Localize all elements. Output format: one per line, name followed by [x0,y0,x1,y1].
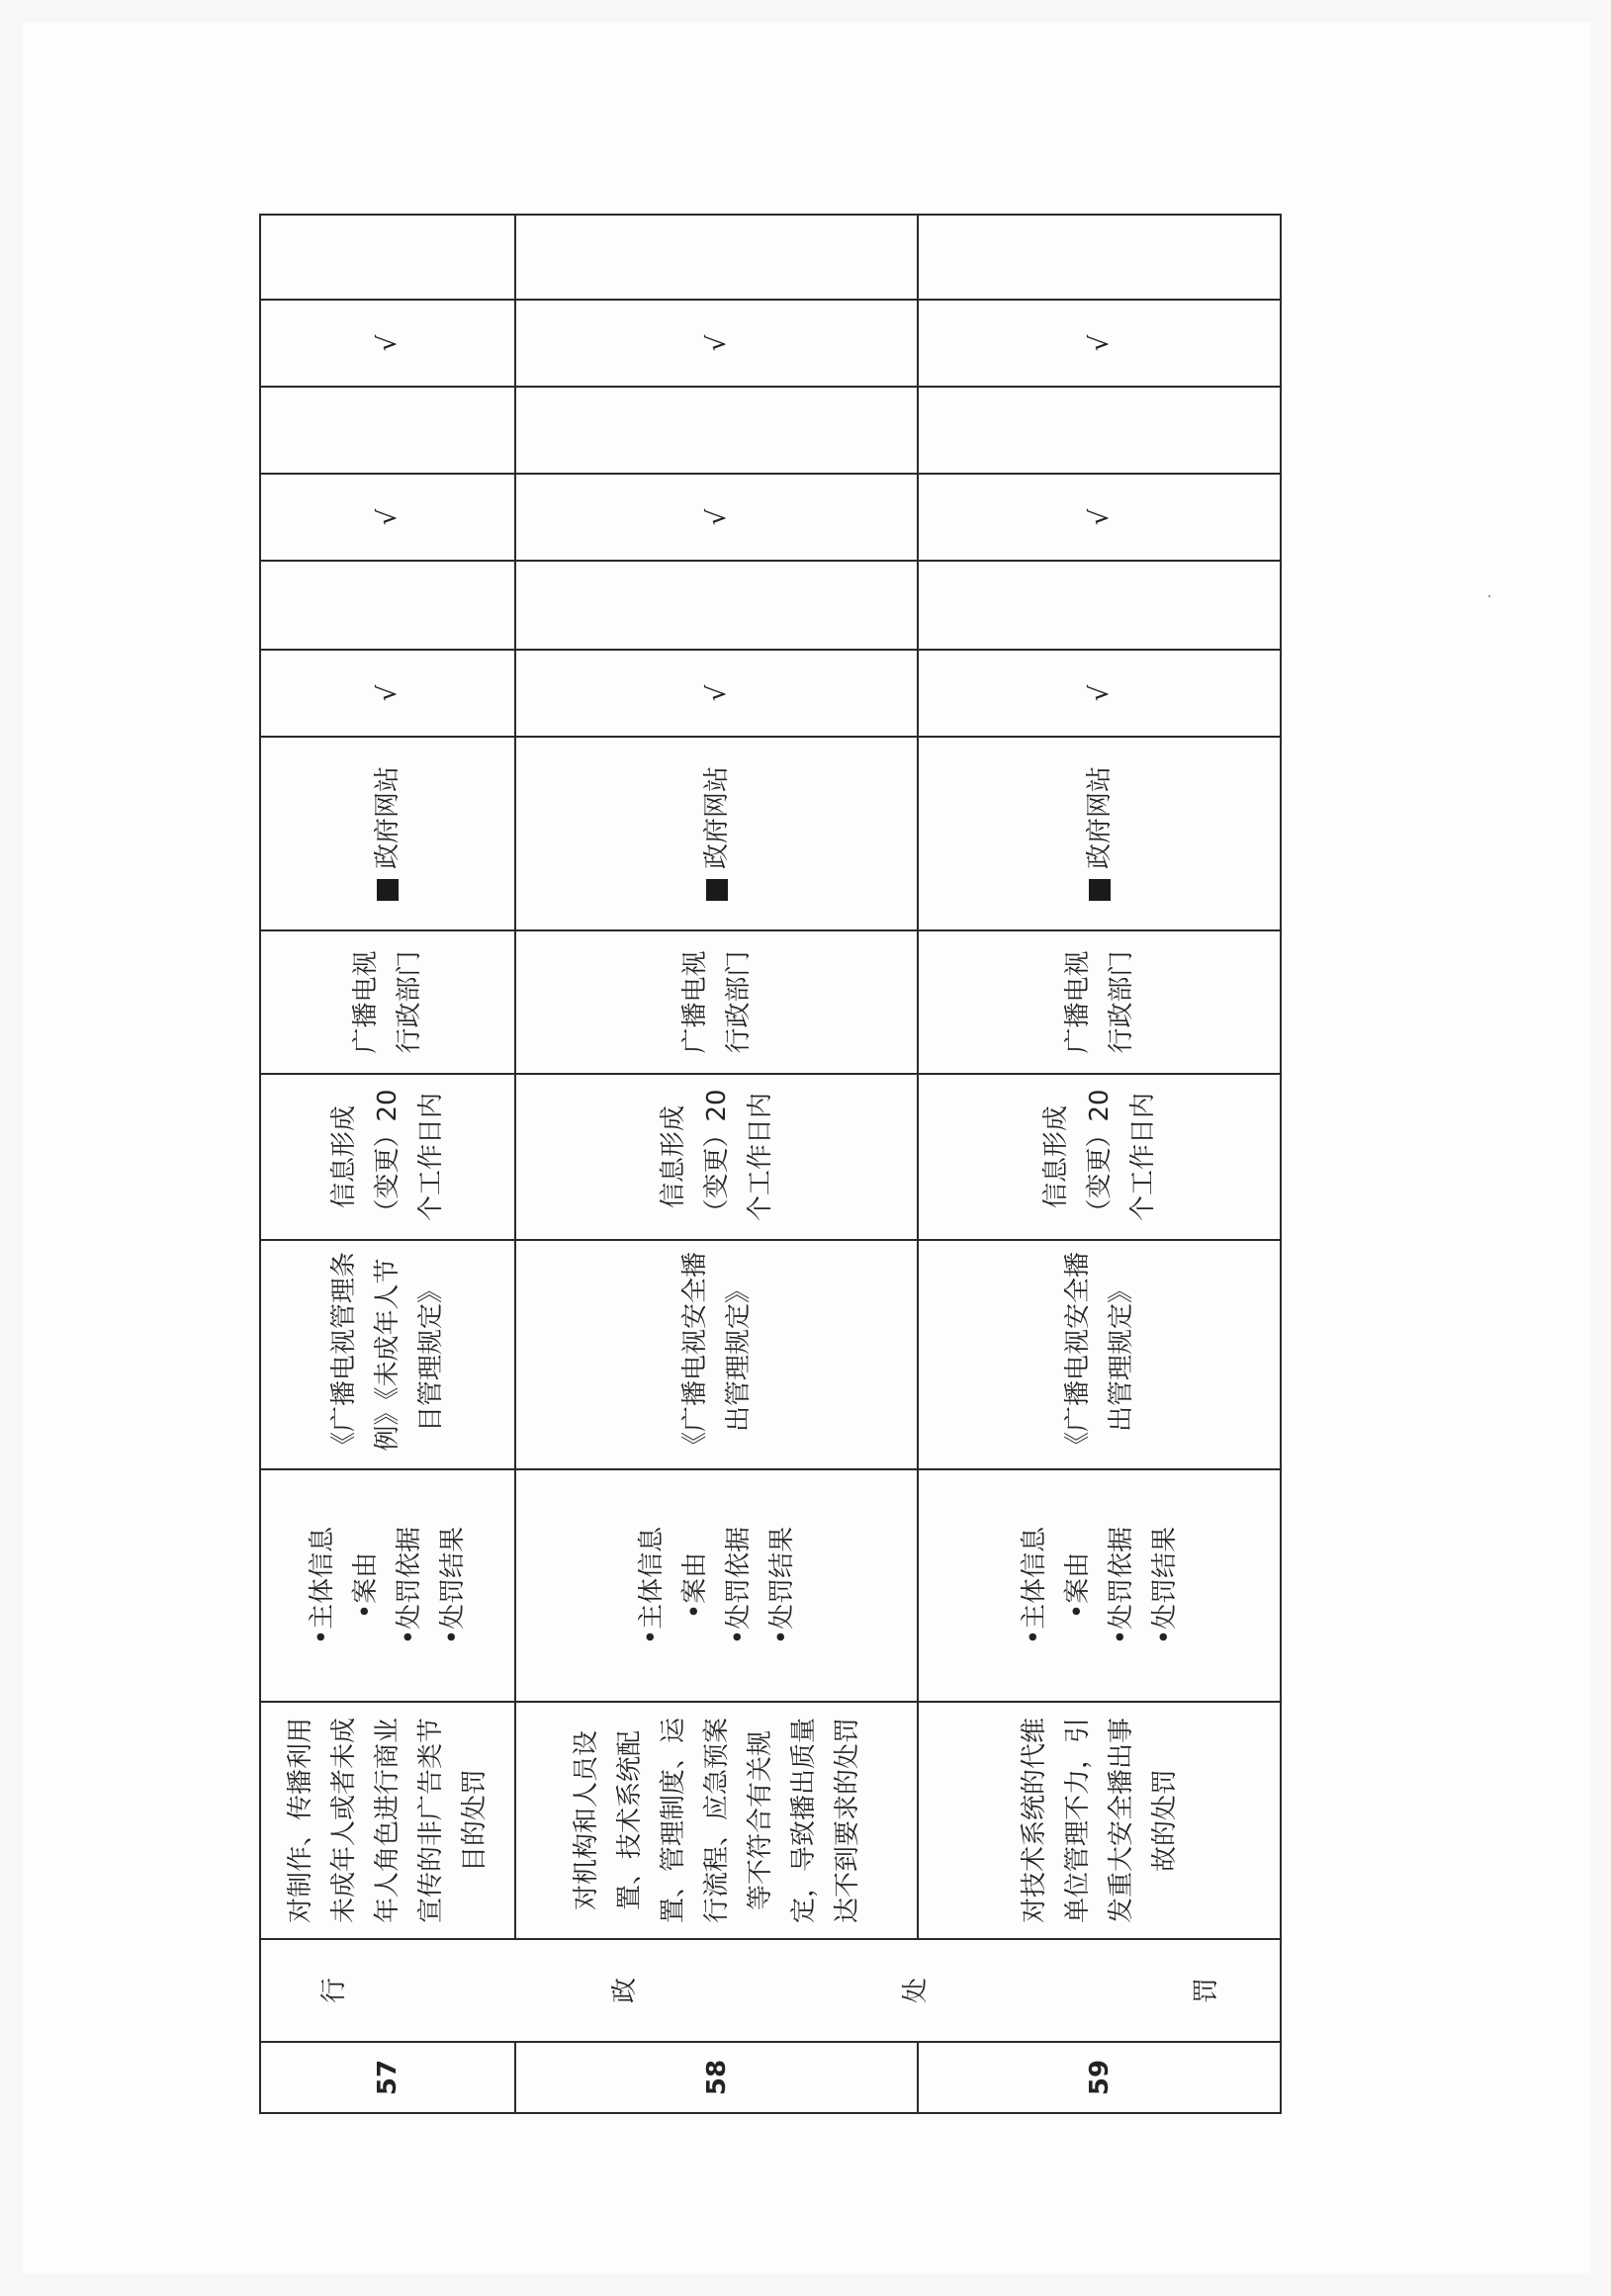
legal-basis: 《广播电视安全播出管理规定》 [918,1240,1281,1469]
channel-label: 政府网站 [1084,766,1115,870]
check-cell [260,215,515,300]
category-char: 政 [610,1978,640,2004]
check-cell [260,387,515,474]
check-cell [918,387,1281,474]
content-line: •案由 [351,1551,381,1620]
content-line: •主体信息 [308,1526,337,1645]
content-line: •主体信息 [636,1526,667,1645]
category-char: 处 [901,1978,931,2004]
table-rotated-container [259,216,1280,2114]
channel-label: 政府网站 [373,766,403,870]
category-char: 行 [319,1978,349,2004]
row-number: 57 [260,2042,515,2113]
item-name: 对技术系统的代维单位管理不力，引发重大安全播出事故的处罚 [918,1702,1281,1939]
disclosure-channel [515,737,918,930]
legal-basis: 《广播电视安全播出管理规定》 [515,1240,918,1469]
channel-label: 政府网站 [701,766,732,870]
content-line: •处罚依据 [723,1526,754,1645]
check-cell [515,387,918,474]
content-line: •处罚结果 [438,1526,468,1645]
check-cell [515,561,918,650]
check-cell [260,561,515,650]
check-cell: √ [918,474,1281,561]
disclosure-department: 广播电视行政部门 [260,930,515,1074]
content-line: •案由 [679,1551,710,1620]
content-line: •处罚依据 [1106,1526,1136,1645]
disclosure-time: 信息形成（变更）20个工作日内 [260,1074,515,1240]
row-number: 58 [515,2042,918,2113]
item-name: 对机构和人员设置、技术系统配置、管理制度、运行流程、应急预案等不符合有关规定，导致播出质量达不到要求的处罚 [515,1702,918,1939]
category-char: 罚 [1192,1978,1221,2004]
filled-square-icon [1089,879,1111,901]
filled-square-icon [377,879,399,901]
content-line: •处罚依据 [395,1526,424,1645]
check-cell [918,561,1281,650]
disclosure-table [259,214,1282,2114]
item-name: 对制作、传播利用未成年人或者未成年人角色进行商业宣传的非广告类节目的处罚 [260,1702,515,1939]
table-row [515,215,918,2113]
legal-basis: 《广播电视管理条例》《未成年人节目管理规定》 [260,1240,515,1469]
paper-sheet [22,22,1590,2273]
check-cell: √ [515,300,918,387]
disclosure-content [260,1469,515,1702]
check-cell: √ [918,650,1281,737]
disclosure-time: 信息形成（变更）20个工作日内 [918,1074,1281,1240]
filled-square-icon [706,879,728,901]
disclosure-department: 广播电视行政部门 [515,930,918,1074]
content-line: •案由 [1062,1551,1093,1620]
content-line: •处罚结果 [766,1526,797,1645]
check-cell: √ [260,474,515,561]
disclosure-channel [260,737,515,930]
check-cell: √ [515,474,918,561]
check-cell: √ [515,650,918,737]
table-row [260,215,515,2113]
disclosure-content [515,1469,918,1702]
check-cell [515,215,918,300]
disclosure-channel [918,737,1281,930]
check-cell: √ [260,300,515,387]
scan-speck [1488,595,1490,597]
table-row [918,215,1281,2113]
check-cell: √ [260,650,515,737]
disclosure-content [918,1469,1281,1702]
category-cell [260,1939,1281,2042]
content-line: •主体信息 [1019,1526,1049,1645]
row-number: 59 [918,2042,1281,2113]
check-cell: √ [918,300,1281,387]
content-line: •处罚结果 [1149,1526,1180,1645]
check-cell [918,215,1281,300]
disclosure-department: 广播电视行政部门 [918,930,1281,1074]
disclosure-time: 信息形成（变更）20个工作日内 [515,1074,918,1240]
